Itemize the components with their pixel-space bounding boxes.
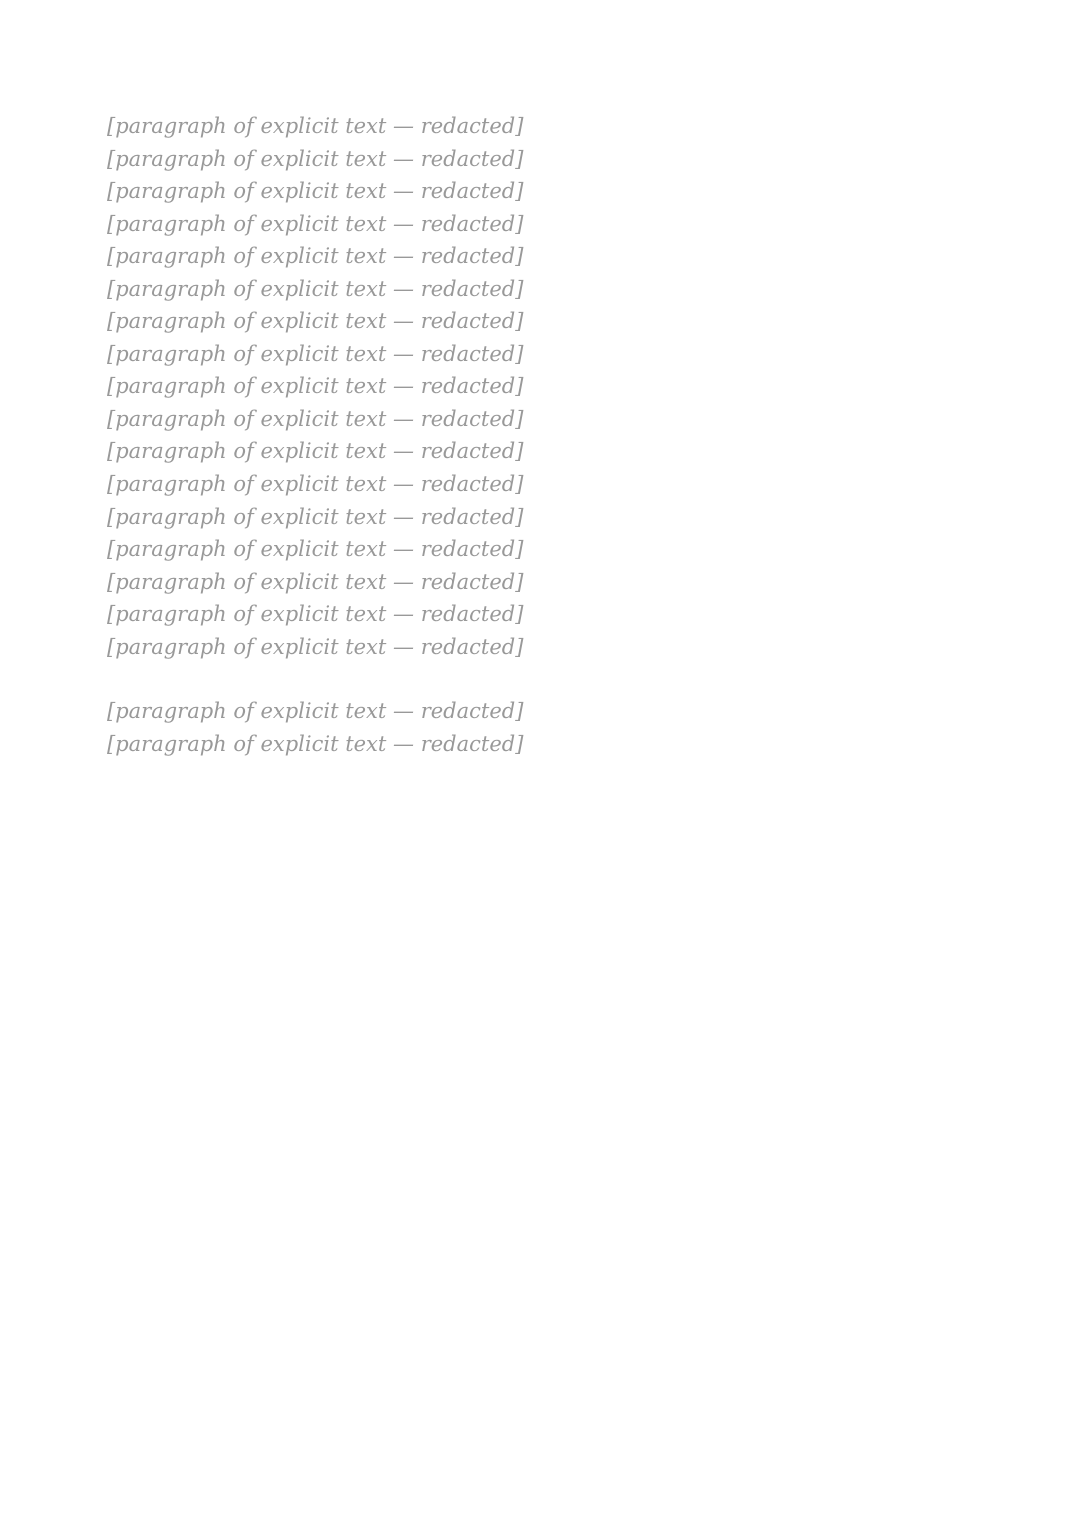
paragraph: [paragraph of explicit text — redacted] (107, 439, 524, 464)
paragraph: [paragraph of explicit text — redacted] (107, 699, 524, 724)
paragraph: [paragraph of explicit text — redacted] (107, 146, 524, 171)
paragraph: [paragraph of explicit text — redacted] (107, 211, 524, 236)
paragraph: [paragraph of explicit text — redacted] (107, 504, 524, 529)
text-body (55, 110, 1025, 760)
paragraph: [paragraph of explicit text — redacted] (107, 569, 524, 594)
paragraph: [paragraph of explicit text — redacted] (107, 602, 524, 627)
paragraph: [paragraph of explicit text — redacted] (107, 114, 524, 138)
paragraph: [paragraph of explicit text — redacted] (107, 374, 524, 399)
paragraph: [paragraph of explicit text — redacted] (107, 634, 524, 659)
paragraph: [paragraph of explicit text — redacted] (107, 472, 524, 497)
paragraph: [paragraph of explicit text — redacted] (107, 244, 524, 269)
paragraph: [paragraph of explicit text — redacted] (107, 309, 524, 334)
paragraph: [paragraph of explicit text — redacted] (107, 731, 524, 756)
paragraph: [paragraph of explicit text — redacted] (107, 537, 524, 562)
paragraph: [paragraph of explicit text — redacted] (107, 341, 524, 366)
paragraph: [paragraph of explicit text — redacted] (107, 179, 524, 204)
paragraph: [paragraph of explicit text — redacted] (107, 406, 524, 431)
paragraph: [paragraph of explicit text — redacted] (107, 276, 524, 301)
